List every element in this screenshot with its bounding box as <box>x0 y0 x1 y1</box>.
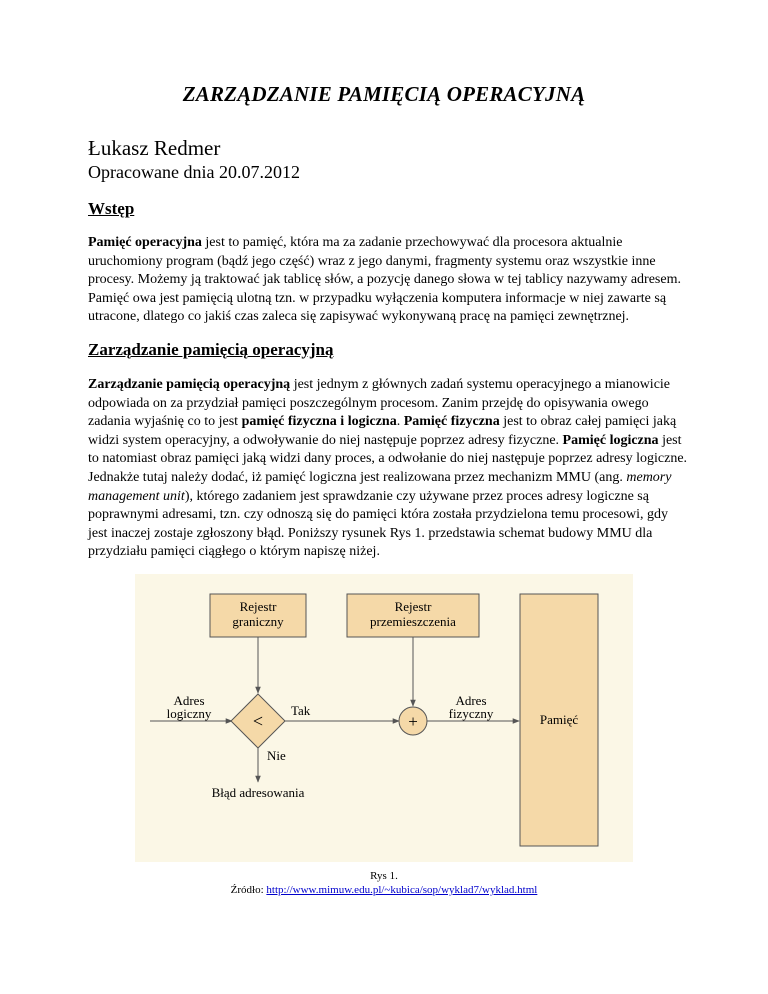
memory-management-paragraph <box>88 376 688 562</box>
mm-italic-9: memory management unit <box>88 469 672 504</box>
source-link[interactable]: http://www.mimuw.edu.pl/~kubica/sop/wyklad7/wyklad.html <box>266 884 538 896</box>
physical-address-label-1: Adres <box>455 693 487 708</box>
figure-source <box>0 884 768 896</box>
mm-text-2: jest jednym z głównych zadań systemu operacyjnego a mianowicie odpowiada on za przydział pamięci poszczególnym procesom. Zanim przejdę do opisywania owego zadania wyjaśnię co to jest <box>88 377 671 430</box>
relocation-register-label-1: Rejestr <box>394 599 432 614</box>
limit-register-label-1: Rejestr <box>239 599 277 614</box>
intro-bold-term: Pamięć operacyjna <box>88 235 202 250</box>
error-label: Błąd adresowania <box>211 785 305 800</box>
limit-register-label-2: graniczny <box>232 614 284 629</box>
mm-text-4: . <box>396 414 404 430</box>
yes-label: Tak <box>291 703 311 718</box>
intro-text: jest to pamięć, która ma za zadanie przechowywać dla procesora aktualnie uruchomiony program (bądź jego część) wraz z jego danymi, fragmenty systemu oraz wszystkie inne procesy. Możemy ją traktować jak tablicę słów, a pozycję danego słowa w tej tablicy nazywamy adresem. Pamięć owa jest pamięcią ulotną tzn. w przypadku wyłączenia komputera informacje w niej zawarte są utracone, dlatego co jakiś czas zaleca się zapisywać wykonywaną pracę na pamięci zewnętrznej. <box>88 235 681 325</box>
intro-paragraph <box>88 234 688 327</box>
source-prefix: Źródło: <box>230 884 267 896</box>
heading-memory-management: Zarządzanie pamięcią operacyjną <box>88 340 334 359</box>
mm-text-10: ), którego zadaniem jest sprawdzanie czy używane przez proces adresy logiczne są poprawnymi adresami, tzn. czy odnoszą się do pamięci która została przydzielona temu procesowi, gdy jest inaczej zostaje zgłoszony błąd. Poniższy rysunek Rys 1. przedstawia schemat budowy MMU dla przydziału pamięci ciągłego o którym napiszę niżej. <box>88 488 669 560</box>
memory-label: Pamięć <box>539 712 579 727</box>
relocation-register-label-2: przemieszczenia <box>370 614 456 629</box>
mm-bold-5: Pamięć fizyczna <box>403 414 500 430</box>
adder-symbol: + <box>408 712 418 731</box>
date-line: Opracowane dnia 20.07.2012 <box>88 162 300 182</box>
logical-address-label-2: logiczny <box>166 706 212 721</box>
document-title: ZARZĄDZANIE PAMIĘCIĄ OPERACYJNĄ <box>182 82 586 106</box>
mm-bold-1: Zarządzanie pamięcią operacyjną <box>88 377 291 392</box>
compare-symbol: < <box>252 711 264 731</box>
mm-bold-3: pamięć fizyczna i logiczna <box>241 414 397 430</box>
author-name: Łukasz Redmer <box>88 136 221 160</box>
mm-bold-7: Pamięć logiczna <box>562 432 659 448</box>
heading-intro: Wstęp <box>88 199 135 218</box>
mmu-diagram <box>135 574 633 862</box>
mm-text-6: jest to obraz całej pamięci jaką widzi system operacyjny, a odwoływanie do niej następuje poprzez adresy fizyczne. <box>88 414 677 448</box>
figure-caption: Rys 1. <box>370 870 398 882</box>
mm-text-8: jest to natomiast obraz pamięci jaką widzi dany proces, a odwołanie do niej następuje poprzez adresy logiczne. Jednakże tutaj należy dodać, iż pamięć logiczna jest realizowana przez mechanizm MMU (ang. <box>88 432 688 485</box>
physical-address-label-2: fizyczny <box>448 706 494 721</box>
no-label: Nie <box>267 748 286 763</box>
logical-address-label-1: Adres <box>173 693 205 708</box>
